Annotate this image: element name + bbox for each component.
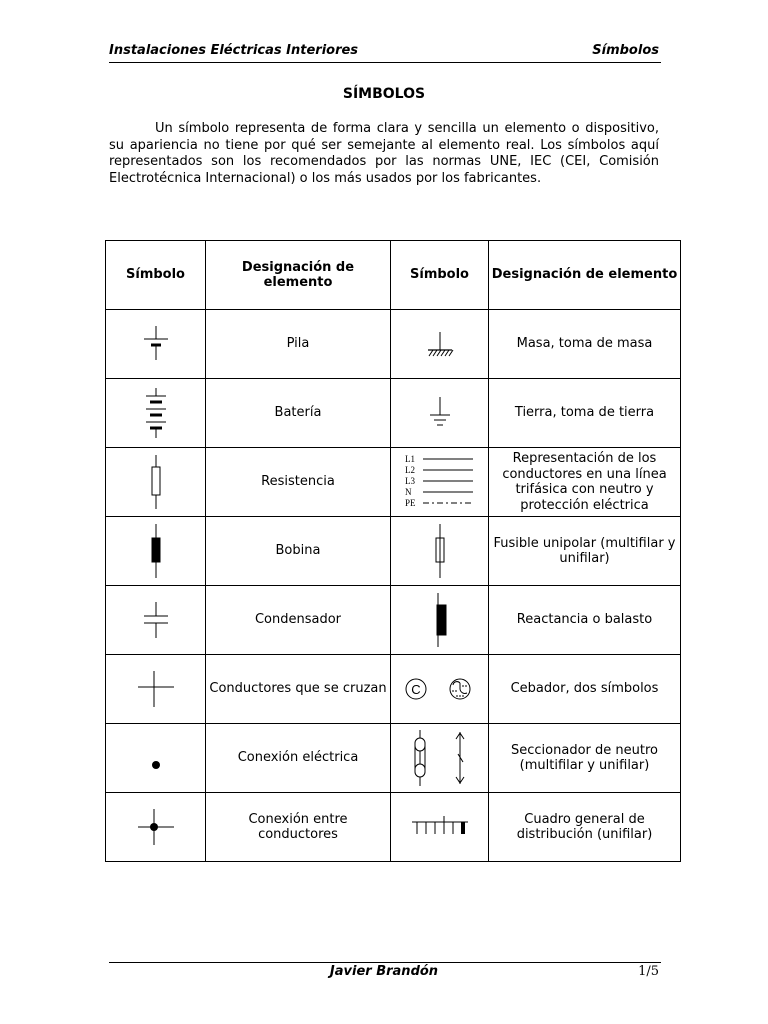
table-row <box>106 517 681 586</box>
footer-author: Javier Brandón <box>329 964 439 979</box>
symbol-cell <box>391 793 489 862</box>
page-number: 1/5 <box>638 964 659 979</box>
header-designation-1: Designación de elemento <box>206 241 391 310</box>
symbol-cell <box>391 586 489 655</box>
designation-cell: Conexión eléctrica <box>206 724 391 793</box>
designation-cell: Batería <box>206 379 391 448</box>
symbol-cell <box>391 448 489 517</box>
symbol-cell <box>106 448 206 517</box>
table-row <box>106 793 681 862</box>
designation-cell: Bobina <box>206 517 391 586</box>
designation-cell: Tierra, toma de tierra <box>489 379 681 448</box>
header-symbol-1: Símbolo <box>106 241 206 310</box>
designation-cell: Representación de los conductores en una línea trifásica con neutro y protección eléctrica <box>489 448 681 517</box>
header-document-title: Instalaciones Eléctricas Interiores <box>109 43 359 58</box>
symbol-cell <box>106 310 206 379</box>
line-label-n: N <box>404 487 411 497</box>
designation-cell: Seccionador de neutro (multifilar y unifilar) <box>489 724 681 793</box>
table-row <box>106 310 681 379</box>
masa-symbol-icon <box>420 324 460 364</box>
designation-cell: Conexión entre conductores <box>206 793 391 862</box>
table-row <box>106 724 681 793</box>
table-header-row <box>106 241 681 310</box>
designation-cell: Pila <box>206 310 391 379</box>
bobina-symbol-icon <box>136 522 176 580</box>
designation-cell: Condensador <box>206 586 391 655</box>
symbol-cell <box>106 517 206 586</box>
designation-cell: Resistencia <box>206 448 391 517</box>
fusible-symbol-icon <box>420 522 460 580</box>
reactancia-symbol-icon <box>420 591 460 649</box>
designation-cell: Conductores que se cruzan <box>206 655 391 724</box>
seccionador-symbols-icon <box>402 728 478 788</box>
conductor-junction-icon <box>134 805 178 849</box>
footer-rule <box>109 962 661 963</box>
three-phase-conductors-icon <box>403 453 477 511</box>
table-row <box>106 448 681 517</box>
line-label-l1: L1 <box>404 454 415 464</box>
designation-cell: Cebador, dos símbolos <box>489 655 681 724</box>
tierra-symbol-icon <box>420 393 460 433</box>
symbol-cell <box>391 724 489 793</box>
cross-conductors-icon <box>134 669 178 709</box>
header-section-title: Símbolos <box>592 43 659 58</box>
condensador-symbol-icon <box>136 600 176 640</box>
symbol-cell <box>106 379 206 448</box>
table-row <box>106 379 681 448</box>
cebador-symbols-icon <box>402 674 478 704</box>
intro-paragraph <box>109 121 659 187</box>
cebador-letter: C <box>410 682 421 697</box>
table-row <box>106 655 681 724</box>
symbol-cell <box>391 379 489 448</box>
designation-cell: Reactancia o balasto <box>489 586 681 655</box>
designation-cell: Fusible unipolar (multifilar y unifilar) <box>489 517 681 586</box>
header-designation-2: Designación de elemento <box>489 241 681 310</box>
page-title: SÍMBOLOS <box>342 86 426 102</box>
designation-cell: Cuadro general de distribución (unifilar) <box>489 793 681 862</box>
cuadro-general-icon <box>408 812 472 842</box>
header-rule <box>109 62 661 63</box>
symbol-cell <box>391 655 489 724</box>
header-symbol-2: Símbolo <box>391 241 489 310</box>
symbol-cell <box>391 517 489 586</box>
symbol-cell <box>106 586 206 655</box>
resistencia-symbol-icon <box>136 453 176 511</box>
symbols-table <box>105 240 681 862</box>
symbol-cell <box>106 793 206 862</box>
symbol-cell <box>106 655 206 724</box>
pila-symbol-icon <box>136 324 176 364</box>
intro-text: Un símbolo representa de forma clara y sencilla un elemento o dispositivo, su apariencia no tiene por qué ser semejante al elemento real. Los símbolos aquí representados son los recomendados por las normas UNE, IEC (CEI, Comisión Electrotécnica Internacional) o los más usados por los fabricantes. <box>109 121 659 186</box>
symbol-cell <box>106 724 206 793</box>
line-label-l2: L2 <box>404 465 415 475</box>
connection-dot-icon <box>136 738 176 778</box>
table-row <box>106 586 681 655</box>
line-label-l3: L3 <box>404 476 415 486</box>
bateria-symbol-icon <box>136 386 176 440</box>
symbol-cell <box>391 310 489 379</box>
line-label-pe: PE <box>404 498 416 508</box>
designation-cell: Masa, toma de masa <box>489 310 681 379</box>
